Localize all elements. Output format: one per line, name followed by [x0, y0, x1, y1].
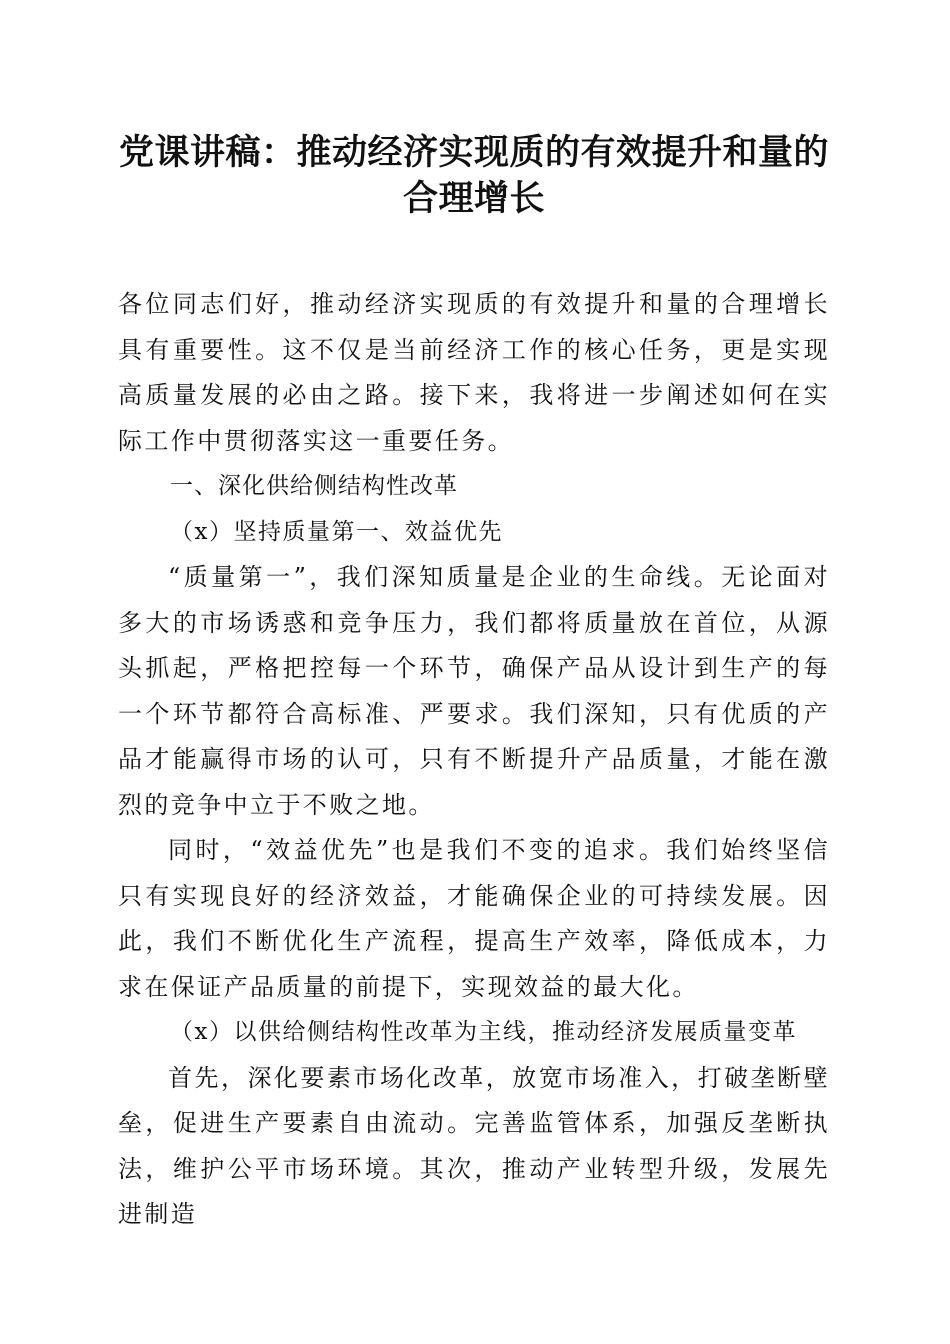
subsection-heading-1: （x）坚持质量第一、效益优先: [170, 518, 503, 545]
title-line-2: 合理增长: [402, 178, 545, 219]
body-paragraph-3: 首先，深化要素市场化改革，放宽市场准入，打破垄断壁垒，促进生产要素自由流动。完善监管体系，加强反垄断执法，维护公平市场环境。其次，推动产业转型升级，发展先进制造: [118, 1063, 830, 1228]
intro-paragraph: 各位同志们好，推动经济实现质的有效提升和量的合理增长具有重要性。这不仅是当前经济工作的核心任务，更是实现高质量发展的必由之路。接下来，我将进一步阐述如何在实际工作中贯彻落实这一重要任务。: [118, 290, 830, 455]
subsection-heading-2: （x）以供给侧结构性改革为主线，推动经济发展质量变革: [170, 1019, 797, 1045]
body-paragraph-1: “质量第一”，我们深知质量是企业的生命线。无论面对多大的市场诱惑和竞争压力，我们都将质量放在首位，从源头抓起，严格把控每一个环节，确保产品从设计到生产的每一个环节都符合高标准、严要求。我们深知，只有优质的产品才能赢得市场的认可，只有不断提升产品质量，才能在激烈的竞争中立于不败之地。: [118, 563, 830, 819]
document-title: [118, 130, 830, 222]
document-page: [118, 130, 830, 1238]
title-line-1: 党课讲稿：推动经济实现质的有效提升和量的: [118, 132, 829, 173]
section-heading-1: 一、深化供给侧结构性改革: [170, 473, 458, 499]
body-paragraph-2: 同时，“效益优先”也是我们不变的追求。我们始终坚信只有实现良好的经济效益，才能确保企业的可持续发展。因此，我们不断优化生产流程，提高生产效率，降低成本，力求在保证产品质量的前提下，实现效益的最大化。: [118, 836, 830, 1001]
